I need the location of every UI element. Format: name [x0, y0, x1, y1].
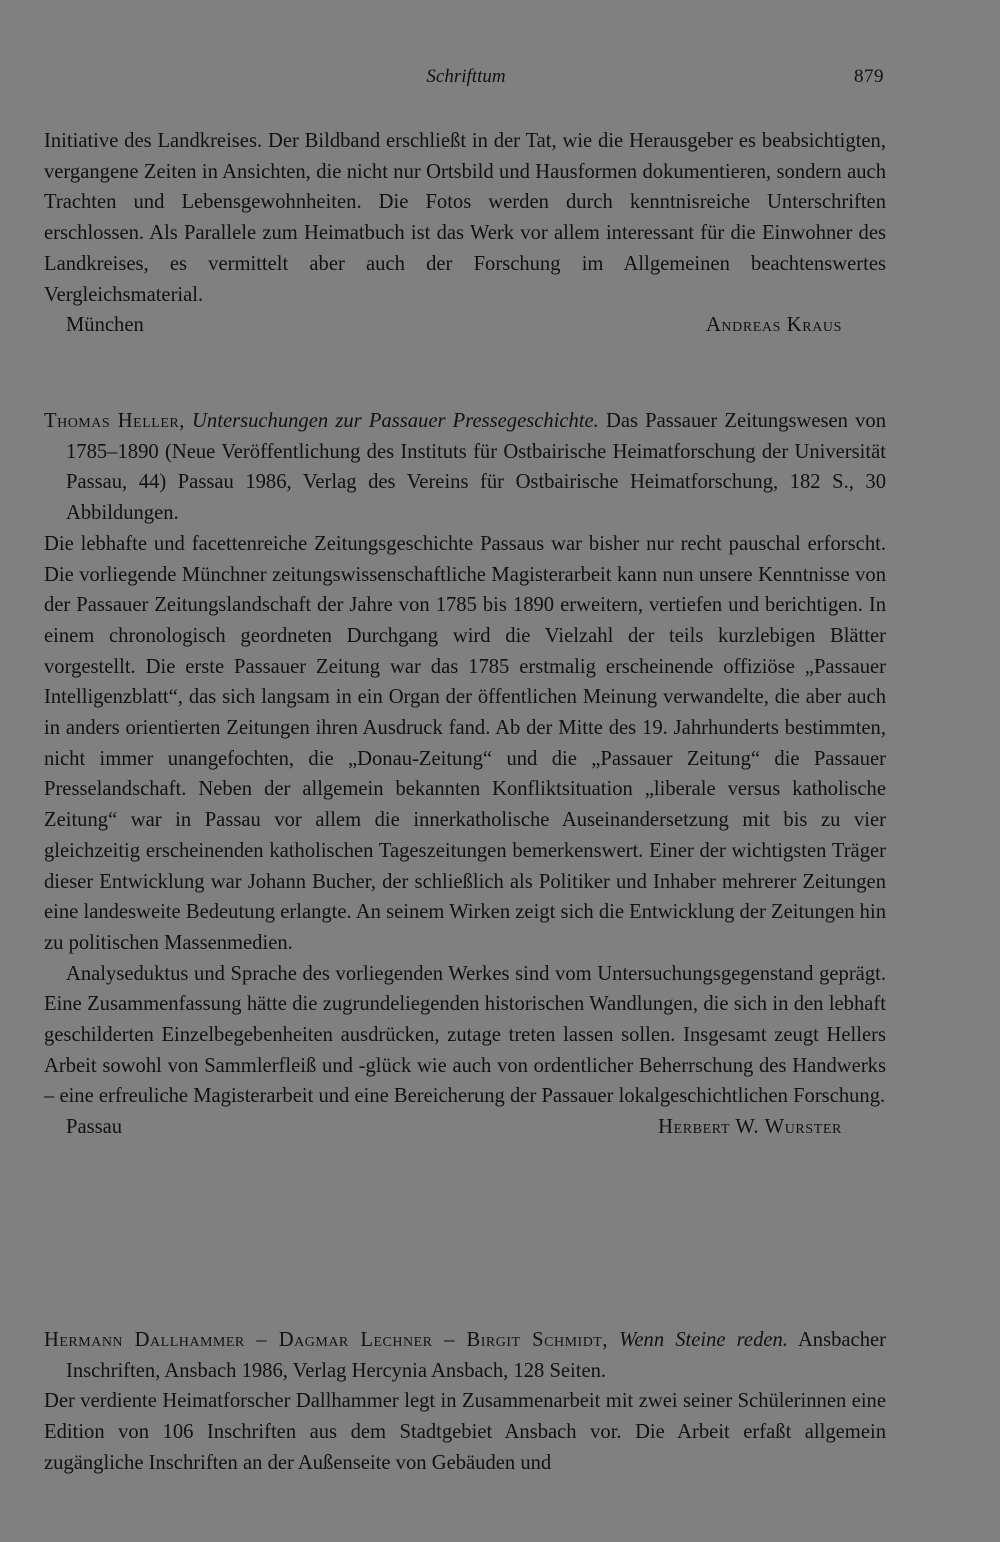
signature-place: Passau: [66, 1116, 123, 1139]
review-kraus: [44, 126, 886, 340]
book-author: Thomas Heller,: [44, 410, 185, 432]
review-heading: [44, 1325, 886, 1386]
running-title: Schrifttum: [426, 66, 506, 87]
book-authors: Hermann Dallhammer – Dagmar Lechner – Birgit Schmidt,: [44, 1329, 608, 1351]
review-heading: [44, 406, 886, 529]
review-heller: [44, 406, 886, 1142]
review-signature: [44, 310, 886, 340]
review-paragraph: Initiative des Landkreises. Der Bildband erschließt in der Tat, wie die Herausgeber es beabsichtigten, vergangene Zeiten in Ansichten, die nicht nur Ortsbild und Hausformen dokumentieren, sondern auch Trachten und Lebensgewohnheiten. Die Fotos werden durch kenntnisreiche Unterschriften erschlossen. Als Parallele zum Heimatbuch ist das Werk vor allem interessant für die Einwohner des Landkreises, es vermittelt aber auch der Forschung im Allgemeinen beachtenswertes Vergleichsmaterial.: [44, 130, 886, 306]
review-signature: [44, 1112, 886, 1142]
book-title: Wenn Steine reden.: [619, 1329, 788, 1351]
book-citation: Ansbacher Inschriften, Ansbach 1986, Verlag Hercynia Ansbach, 128 Seiten.: [66, 1329, 886, 1382]
signature-reviewer: Herbert W. Wurster: [658, 1116, 842, 1139]
signature-reviewer: Andreas Kraus: [705, 314, 842, 337]
review-paragraph: Die lebhafte und facettenreiche Zeitungsgeschichte Passaus war bisher nur recht pauschal erforscht. Die vorliegende Münchner zeitungswissenschaftliche Magisterarbeit kann nun unsere Kenntnisse von der Passauer Zeitungslandschaft der Jahre von 1785 bis 1890 erweitern, vertiefen und berichtigen. In einem chronologisch geordneten Durchgang wird die Vielzahl der teils kurzlebigen Blätter vorgestellt. Die erste Passauer Zeitung war das 1785 erstmalig erscheinende offiziöse „Passauer Intelligenzblatt“, das sich langsam in ein Organ der öffentlichen Meinung verwandelte, die aber auch in anders orientierten Zeitungen ihren Ausdruck fand. Ab der Mitte des 19. Jahrhunderts bestimmten, nicht immer unangefochten, die „Donau-Zeitung“ und die „Passauer Zeitung“ die Passauer Presselandschaft. Neben der allgemein bekannten Konfliktsituation „liberale versus katholische Zeitung“ war in Passau vor allem die innerkatholische Auseinandersetzung mit bis zu vier gleichzeitig erscheinenden katholischen Tageszeitungen bemerkenswert. Einer der wichtigsten Träger dieser Entwicklung war Johann Bucher, der schließlich als Politiker und Inhaber mehrerer Zeitungen eine landesweite Bedeutung erlangte. An seinem Wirken zeigt sich die Entwicklung der Zeitungen hin zu politischen Massenmedien.: [44, 532, 886, 954]
book-citation: Das Passauer Zeitungswesen von 1785–1890 (Neue Veröffentlichung des Instituts für Ostbairische Heimatforschung der Universität Passau, 44) Passau 1986, Verlag des Vereins für Ostbairische Heimatforschung, 182 S., 30 Abbildungen.: [66, 410, 886, 525]
review-paragraph: Analyseduktus und Sprache des vorliegenden Werkes sind vom Untersuchungsgegenstand geprägt. Eine Zusammenfassung hätte die zugrundeliegenden historischen Wandlungen, die sich in den lebhaft geschilderten Einzelbegebenheiten ausdrücken, zutage treten lassen sollen. Insgesamt zeugt Hellers Arbeit sowohl von Sammlerfleiß und -glück wie auch von ordentlicher Beherrschung des Handwerks – eine erfreuliche Magisterarbeit und eine Bereicherung der Passauer lokalgeschichtlichen Forschung.: [44, 962, 886, 1108]
page-number: 879: [854, 66, 884, 87]
signature-place: München: [66, 314, 144, 337]
book-title: Untersuchungen zur Passauer Pressegeschichte.: [192, 410, 599, 432]
review-paragraph: Der verdiente Heimatforscher Dallhammer legt in Zusammenarbeit mit zwei seiner Schülerinnen eine Edition von 106 Inschriften aus dem Stadtgebiet Ansbach vor. Die Arbeit erfaßt allgemein zugängliche Inschriften an der Außenseite von Gebäuden und: [44, 1390, 886, 1474]
running-head: [48, 66, 884, 94]
review-dallhammer: [44, 1325, 886, 1479]
